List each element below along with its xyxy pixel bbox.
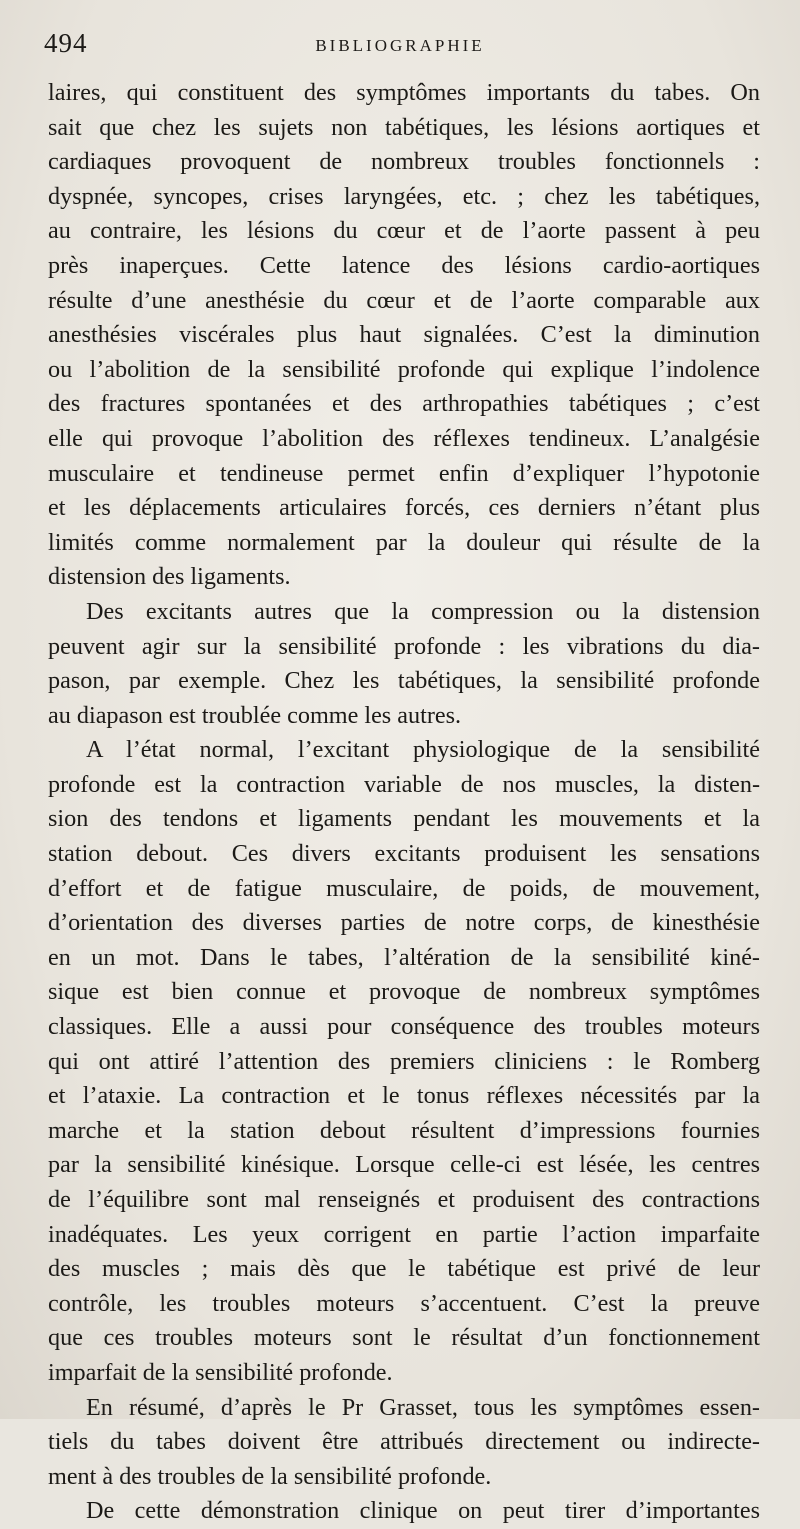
text-line: que ces troubles moteurs sont le résultat d’un fonctionnement [48,1324,760,1352]
text-line: au diapason est troublée comme les autres. [48,701,462,729]
text-line: par la sensibilité kinésique. Lorsque celle-ci est lésée, les centres [48,1151,760,1179]
text-line: en un mot. Dans le tabes, l’altération de la sensibilité kiné- [48,943,760,971]
text-line: pason, par exemple. Chez les tabétiques, la sensibilité profonde [48,667,760,695]
text-line: et les déplacements articulaires forcés, ces derniers n’étant plus [48,494,760,522]
text-line: cardiaques provoquent de nombreux troubles fonctionnels : [48,148,760,176]
text-line: ou l’abolition de la sensibilité profonde qui explique l’indolence [48,355,760,383]
text-line: de l’équilibre sont mal renseignés et produisent des contractions [48,1186,760,1213]
text-line: sique est bien connue et provoque de nombreux symptômes [48,978,760,1006]
text-line: contrôle, les troubles moteurs s’accentuent. C’est la preuve [48,1289,760,1317]
text-line: peuvent agir sur la sensibilité profonde : les vibrations du dia- [48,632,760,660]
text-line: et l’ataxie. La contraction et le tonus réflexes nécessités par la [48,1082,760,1110]
text-line: elle qui provoque l’abolition des réflexes tendineux. L’analgésie [48,424,760,452]
text-line: dyspnée, syncopes, crises laryngées, etc. ; chez les tabétiques, [48,182,760,210]
text-line: distension des ligaments. [48,563,291,591]
text-line: station debout. Ces divers excitants produisent les sensations [48,840,760,868]
page-header [0,28,800,68]
text-line: A l’état normal, l’excitant physiologique de la sensibilité [86,736,760,764]
text-line: classiques. Elle a aussi pour conséquence des troubles moteurs [48,1013,760,1041]
text-line: anesthésies viscérales plus haut signalées. C’est la diminution [48,321,760,349]
body-text [48,76,760,1529]
text-line: imparfait de la sensibilité profonde. [48,1358,393,1386]
text-line: d’orientation des diverses parties de notre corps, de kinesthésie [48,909,760,937]
text-line: qui ont attiré l’attention des premiers cliniciens : le Romberg [48,1047,760,1075]
text-line: musculaire et tendineuse permet enfin d’expliquer l’hypotonie [48,459,760,487]
page-number: 494 [44,28,88,58]
text-line: au contraire, les lésions du cœur et de l’aorte passent à peu [48,217,760,245]
text-line: En résumé, d’après le Pr Grasset, tous les symptômes essen- [86,1393,760,1421]
text-line: profonde est la contraction variable de nos muscles, la disten- [48,770,760,798]
text-line: inadéquates. Les yeux corrigent en partie l’action imparfaite [48,1220,760,1248]
text-line: sion des tendons et ligaments pendant les mouvements et la [48,805,760,833]
text-line: marche et la station debout résultent d’impressions fournies [48,1116,760,1144]
text-line: d’effort et de fatigue musculaire, de poids, de mouvement, [48,874,760,902]
text-line: des muscles ; mais dès que le tabétique est privé de leur [48,1255,760,1283]
text-line: des fractures spontanées et des arthropathies tabétiques ; c’est [48,390,760,418]
text-line: tiels du tabes doivent être attribués directement ou indirecte- [48,1428,760,1456]
text-line: ment à des troubles de la sensibilité profonde. [48,1462,492,1490]
text-line: résulte d’une anesthésie du cœur et de l’aorte comparable aux [48,286,760,314]
text-line: limités comme normalement par la douleur qui résulte de la [48,528,760,556]
running-title: BIBLIOGRAPHIE [315,36,485,55]
text-line: sait que chez les sujets non tabétiques, les lésions aortiques et [48,113,760,141]
text-line: Des excitants autres que la compression ou la distension [86,597,760,625]
text-line: laires, qui constituent des symptômes importants du tabes. On [48,79,760,106]
text-line: De cette démonstration clinique on peut tirer d’importantes [86,1497,760,1525]
text-line: près inaperçues. Cette latence des lésions cardio-aortiques [48,251,760,279]
